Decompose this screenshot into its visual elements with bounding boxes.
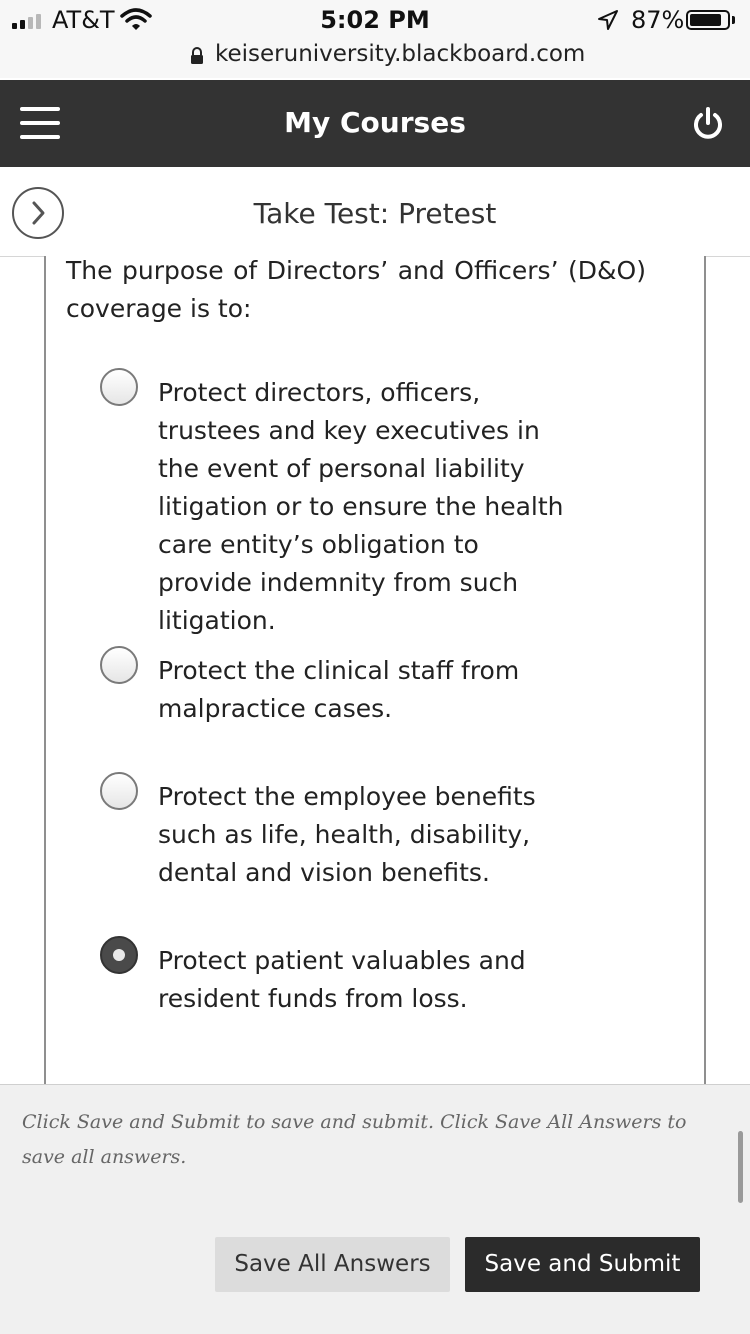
battery-percent: 87% bbox=[631, 6, 685, 34]
lock-icon bbox=[190, 47, 204, 69]
question-text: The purpose of Directors’ and Officers’ (D&O) coverage is to: bbox=[66, 256, 646, 323]
answer-option-label[interactable]: Protect the clinical staff from malpractice cases. bbox=[158, 656, 520, 723]
power-icon[interactable] bbox=[690, 106, 726, 142]
radio-button[interactable] bbox=[100, 772, 138, 810]
carrier-label: AT&T bbox=[52, 6, 115, 34]
url-bar[interactable] bbox=[0, 40, 750, 78]
page-title: My Courses bbox=[284, 106, 466, 139]
radio-button[interactable] bbox=[100, 368, 138, 406]
save-and-submit-button[interactable]: Save and Submit bbox=[465, 1237, 700, 1292]
location-arrow-icon bbox=[597, 9, 619, 35]
app-header bbox=[0, 80, 750, 167]
save-all-answers-button[interactable]: Save All Answers bbox=[215, 1237, 450, 1292]
radio-button[interactable] bbox=[100, 646, 138, 684]
footer-instructions: Click Save and Submit to save and submit. Click Save All Answers to save all answers. bbox=[22, 1111, 687, 1168]
submit-footer bbox=[0, 1084, 750, 1334]
clock: 5:02 PM bbox=[320, 6, 430, 34]
battery-tip bbox=[732, 16, 735, 24]
battery-icon bbox=[686, 10, 730, 30]
answer-option-label[interactable]: Protect directors, officers, trustees and key executives in the event of personal liability litigation or to ensure the health care entity’s obligation to provide indemnity from such litigation. bbox=[158, 378, 564, 635]
radio-button-selected[interactable] bbox=[100, 936, 138, 974]
answer-option-label[interactable]: Protect patient valuables and resident funds from loss. bbox=[158, 946, 526, 1013]
test-header bbox=[0, 167, 750, 257]
test-title: Take Test: Pretest bbox=[253, 197, 497, 230]
scrollbar[interactable] bbox=[738, 1131, 743, 1203]
answer-option-label[interactable]: Protect the employee benefits such as life, health, disability, dental and vision benefits. bbox=[158, 782, 536, 887]
status-bar bbox=[0, 0, 750, 40]
url-text[interactable]: keiseruniversity.blackboard.com bbox=[215, 41, 586, 67]
